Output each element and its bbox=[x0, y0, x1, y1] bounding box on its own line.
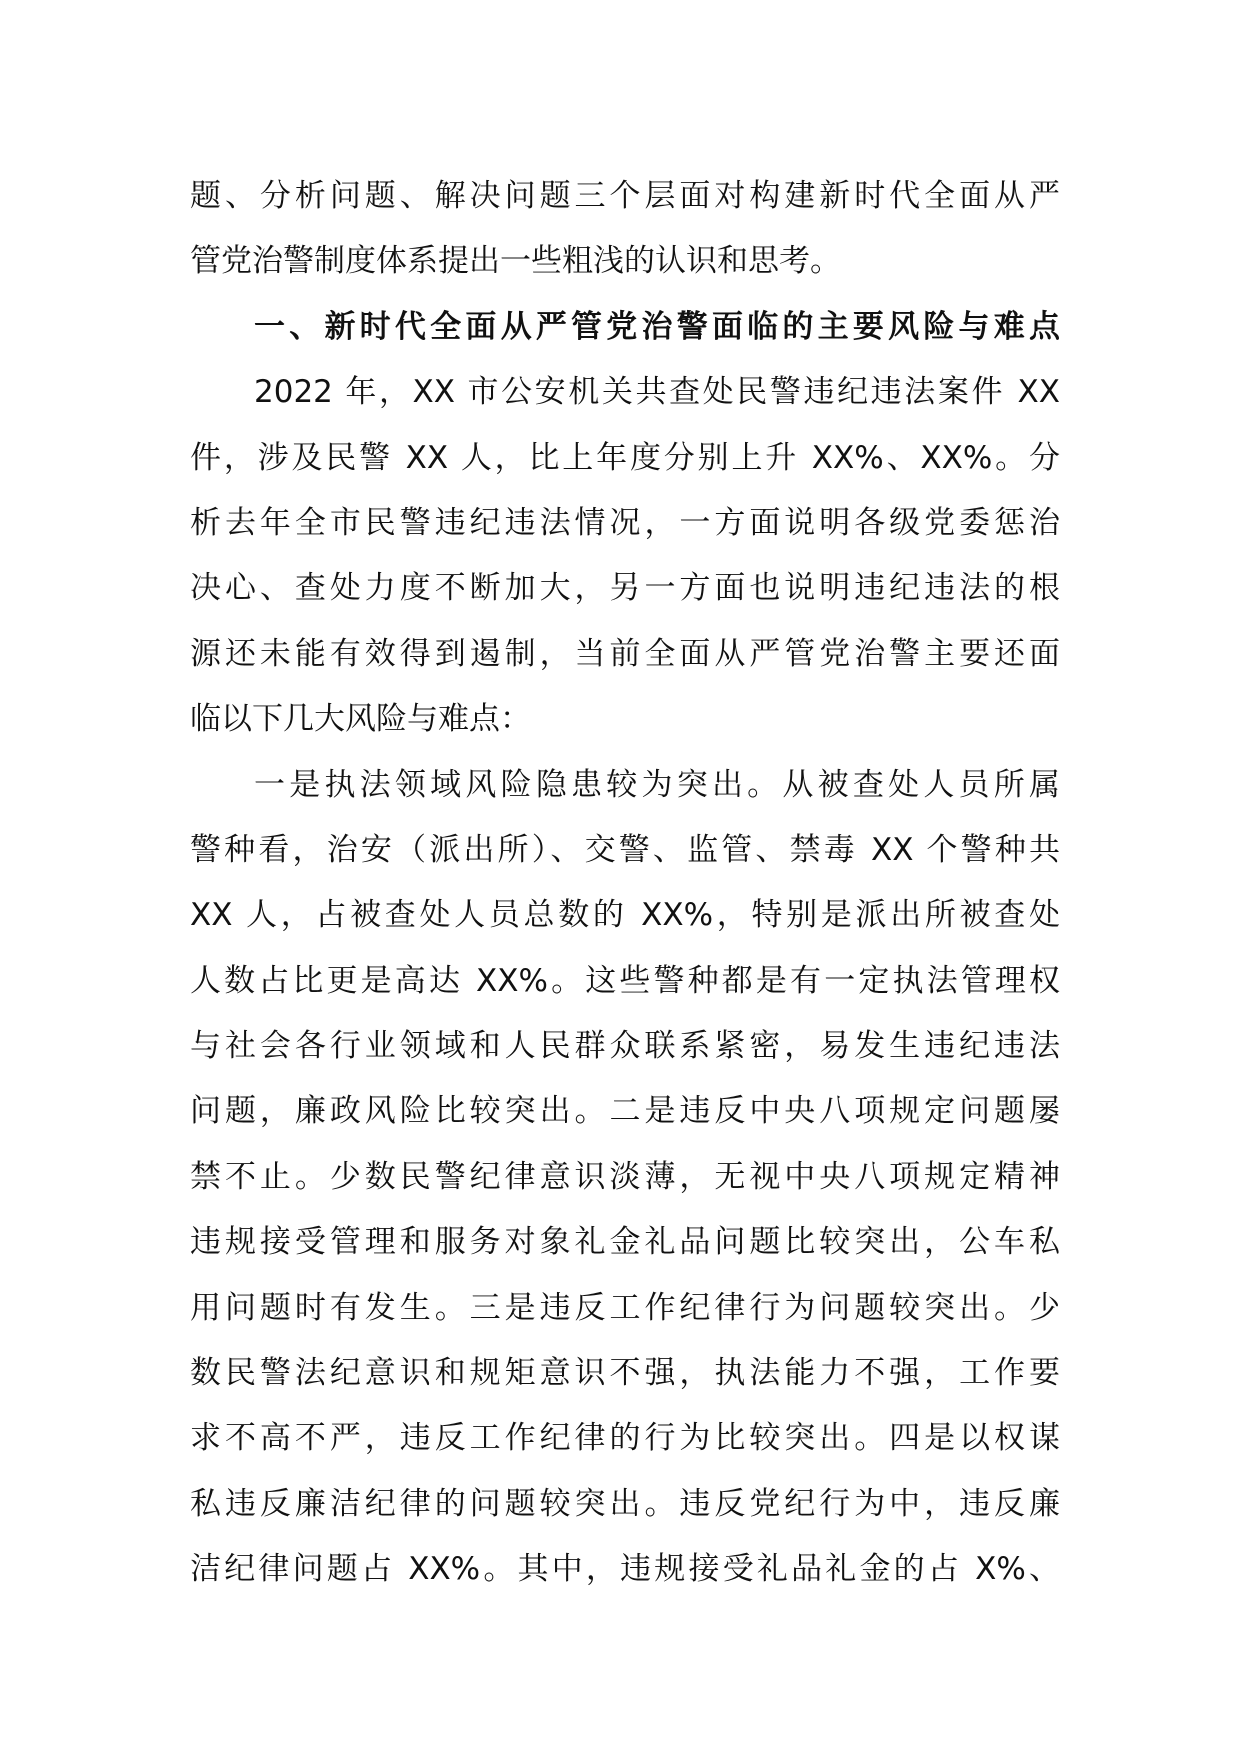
text-line: 题、分析问题、解决问题三个层面对构建新时代全面从严 bbox=[190, 178, 1060, 214]
section-heading: 一、新时代全面从严管党治警面临的主要风险与难点 bbox=[254, 308, 1060, 345]
text-line: 决心、查处力度不断加大，另一方面也说明违纪违法的根 bbox=[190, 570, 1060, 607]
text-line: 临以下几大风险与难点： bbox=[190, 701, 531, 738]
text-line: 违规接受管理和服务对象礼金礼品问题比较突出，公车私 bbox=[190, 1224, 1060, 1261]
paragraph-first-line: 2022 年，XX 市公安机关共查处民警违纪违法案件 XX bbox=[254, 374, 1060, 411]
text-line: 件，涉及民警 XX 人，比上年度分别上升 XX%、XX%。分 bbox=[190, 439, 1060, 476]
paragraph-first-line: 一是执法领域风险隐患较为突出。从被查处人员所属 bbox=[254, 766, 1060, 803]
text-line: 人数占比更是高达 XX%。这些警种都是有一定执法管理权 bbox=[190, 962, 1060, 999]
text-line: 数民警法纪意识和规矩意识不强，执法能力不强，工作要 bbox=[190, 1355, 1060, 1392]
text-line: 管党治警制度体系提出一些粗浅的认识和思考。 bbox=[190, 243, 841, 280]
text-line: 洁纪律问题占 XX%。其中，违规接受礼品礼金的占 X%、 bbox=[190, 1551, 1060, 1588]
text-line: 私违反廉洁纪律的问题较突出。违反党纪行为中，违反廉 bbox=[190, 1485, 1060, 1522]
document-page bbox=[190, 164, 1060, 1603]
text-line: 用问题时有发生。三是违反工作纪律行为问题较突出。少 bbox=[190, 1289, 1060, 1326]
text-line: 问题，廉政风险比较突出。二是违反中央八项规定问题屡 bbox=[190, 1093, 1060, 1130]
text-line: 析去年全市民警违纪违法情况，一方面说明各级党委惩治 bbox=[190, 504, 1060, 541]
text-line: 禁不止。少数民警纪律意识淡薄，无视中央八项规定精神 bbox=[190, 1158, 1060, 1195]
text-line: 警种看，治安（派出所）、交警、监管、禁毒 XX 个警种共 bbox=[190, 831, 1060, 868]
text-line: 求不高不严，违反工作纪律的行为比较突出。四是以权谋 bbox=[190, 1420, 1060, 1457]
text-line: 与社会各行业领域和人民群众联系紧密，易发生违纪违法 bbox=[190, 1028, 1060, 1065]
text-line: XX 人，占被查处人员总数的 XX%，特别是派出所被查处 bbox=[190, 897, 1060, 934]
text-line: 源还未能有效得到遏制，当前全面从严管党治警主要还面 bbox=[190, 635, 1060, 672]
